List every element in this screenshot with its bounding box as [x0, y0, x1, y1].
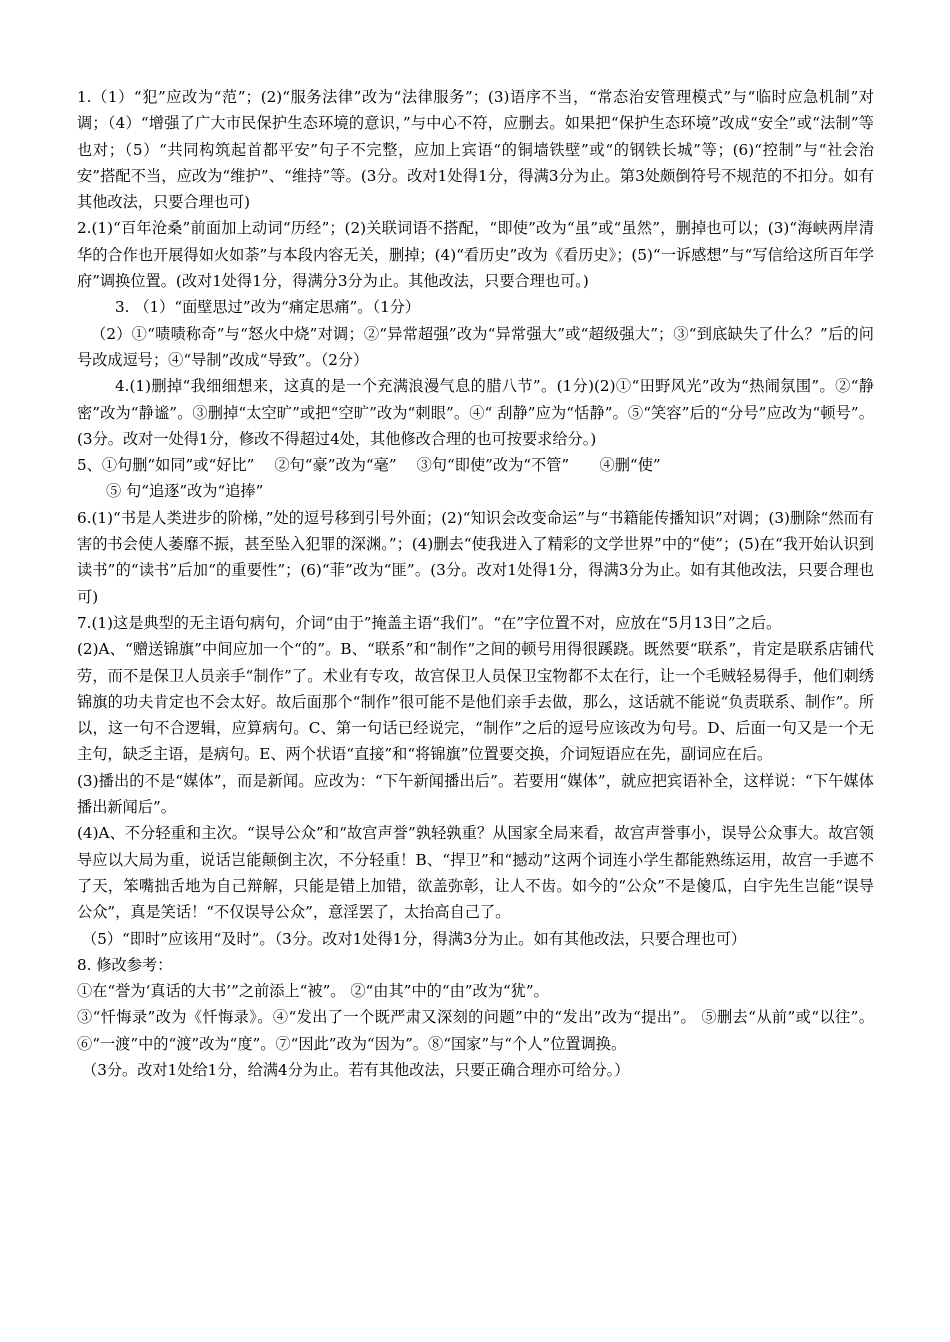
answer-7-part-5: （5）“即时”应该用“及时”。（3分。改对1处得1分，得满3分为止。如有其他改法，只要合理也可）: [82, 929, 747, 948]
answer-8-line-1: ①在“誉为‘真话的大书’”之前添上“被”。 ②“由其”中的“由”改为“犹”。: [77, 982, 549, 1001]
answer-4: 4.(1)删掉“我细细想来，这真的是一个充满浪漫气息的腊八节”。(1分)(2)①“田野风光”改为“热闹氛围”。②“静密”改为“静谧”。③删掉“太空旷”或把“空旷”改为“刺眼”。④“ 刮静”应为“恬静”。⑤“笑容”后的“分号”应改为“顿号”。(3分。改对一处得1分，修改不得超过4处，其他修改合理的也可按要求给分。): [77, 377, 874, 448]
answer-7-part-4: (4)A、不分轻重和主次。“误导公众”和“故宫声誉”孰轻孰重？从国家全局来看，故宫声誉事小，误导公众事大。故宫领导应以大局为重，说话岂能颠倒主次，不分轻重！B、“捍卫”和“撼动”这两个词连小学生都能熟练运用，故宫一手遮不了天，笨嘴拙舌地为自己辩解，只能是错上加错，欲盖弥彰，让人不齿。如今的“公众”不是傻瓜，白宇先生岂能“误导公众”，真是笑话！“不仅误导公众”，意淫罢了，太抬高自己了。: [77, 824, 874, 922]
answer-7-part-2: (2)A、“赠送锦旗”中间应加一个“的”。B、“联系”和“制作”之间的顿号用得很蹊跷。既然要“联系”，肯定是联系店铺代劳，而不是保卫人员亲手“制作”了。术业有专攻，故宫保卫人员保卫宝物都不太在行，让一个毛贼轻易得手，他们刺绣锦旗的功夫肯定也不会太好。故后面那个“制作”很可能不是他们亲手去做，那么，这话就不能说“负责联系、制作”。所以，这一句不合逻辑，应算病句。C、第一句话已经说完，“制作”之后的逗号应该改为句号。D、后面一句又是一个无主句，缺乏主语，是病句。E、两个状语“直接”和“将锦旗”位置要交换，介词短语应在先，副词应在后。: [77, 640, 874, 764]
answer-2: 2.(1)“百年沧桑”前面加上动词“历经”；(2)关联词语不搭配，“即使”改为“虽”或“虽然”，删掉也可以；(3)“海峡两岸清华的合作也开展得如火如荼”与本段内容无关，删掉；(4)“看历史”改为《看历史》；(5)“一诉感想”与“写信给这所百年学府”调换位置。(改对1处得1分，得满分3分为止。其他改法，只要合理也可。): [77, 219, 874, 291]
answer-5-line-2: ⑤ 句“追逐”改为“追捧”: [106, 482, 264, 501]
answer-document: [77, 84, 874, 1083]
answer-1: 1.（1）“犯”应改为“范”；(2)“服务法律”改为“法律服务”；(3)语序不当，“常态治安管理模式”与“临时应急机制”对调；（4）“增强了广大市民保护生态环境的意识，”与中心不符，应删去。如果把“保护生态环境”改成“安全”或“法制”等也对；（5）“共同构筑起首都平安”句子不完整，应加上宾语“的铜墙铁壁”或“的钢铁长城”等；(6)“控制”与“社会治安”搭配不当，应改为“维护”、“维持”等。(3分。改对1处得1分，得满3分为止。第3处颇倒符号不规范的不扣分。如有其他改法，只要合理也可): [77, 88, 874, 212]
answer-8-scoring: （3分。改对1处给1分，给满4分为止。若有其他改法，只要正确合理亦可给分。）: [82, 1060, 630, 1079]
answer-6: 6.(1)“书是人类进步的阶梯，”处的逗号移到引号外面；(2)“知识会改变命运”与“书籍能传播知识”对调；(3)删除“然而有害的书会使人萎靡不振，甚至坠入犯罪的深渊。”；(4)删去“使我进入了精彩的文学世界”中的“使”；(5)在“我开始认识到读书”的“读书”后加“的重要性”；(6)“菲”改为“匪”。(3分。改对1处得1分，得满3分为止。如有其他改法，只要合理也可): [77, 508, 874, 606]
answer-3-part-1: 3. （1）“面壁思过”改为“痛定思痛”。（1分）: [115, 298, 421, 317]
answer-5-line-1: 5、①句删“如同”或“好比” ②句“豪”改为“毫” ③句“即使”改为“不管” ④删“使”: [77, 456, 661, 475]
answer-3-part-2: （2）①“啧啧称奇”与“怒火中烧”对调；②“异常超强”改为“异常强大”或“超级强大”；③“到底缺失了什么？”后的问号改成逗号；④“导制”改成“导致”。（2分）: [77, 324, 874, 369]
answer-8-line-2: ③“忏悔录”改为《忏悔录》。④“发出了一个既严肃又深刻的问题”中的“发出”改为“提出”。 ⑤删去“从前”或“以往”。⑥“一渡”中的“渡”改为“度”。⑦“因此”改为“因为”。⑧“国家”与“个人”位置调换。: [77, 1008, 874, 1053]
answer-7-part-1: 7.(1)这是典型的无主语句病句，介词“由于”掩盖主语“我们”。“在”字位置不对，应放在“5月13日”之后。: [77, 613, 782, 632]
answer-7-part-3: (3)播出的不是“媒体”，而是新闻。应改为：“下午新闻播出后”。若要用“媒体”，就应把宾语补全，这样说：“下午媒体播出新闻后”。: [77, 771, 874, 817]
answer-8-heading: 8. 修改参考：: [77, 955, 173, 974]
